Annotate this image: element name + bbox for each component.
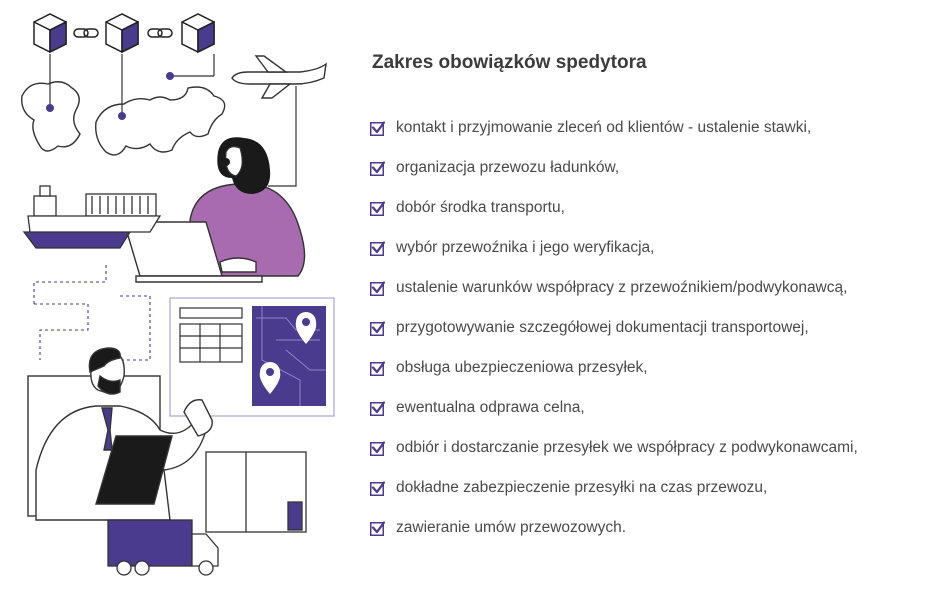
duty-list (370, 108, 930, 548)
package-box (206, 452, 306, 532)
list-item (370, 388, 930, 428)
check-box-icon (370, 201, 385, 216)
cube-icon (106, 14, 138, 52)
section-title: Zakres obowiązków spedytora (372, 52, 647, 73)
check-box-icon (370, 121, 385, 136)
truck-icon (108, 520, 218, 575)
list-item-text: odbiór i dostarczanie przesyłek we współpracy z podwykonawcami, (396, 439, 858, 456)
list-item-text: ewentualna odprawa celna, (396, 399, 585, 416)
list-item-text: ustalenie warunków współpracy z przewoźnikiem/podwykonawcą, (396, 279, 848, 296)
list-item (370, 508, 930, 548)
list-item (370, 308, 930, 348)
airplane-icon (232, 56, 326, 98)
list-item-text: wybór przewoźnika i jego weryfikacja, (396, 239, 655, 256)
list-item-text: dobór środka transportu, (396, 199, 565, 216)
list-item (370, 468, 930, 508)
list-item-text: obsługa ubezpieczeniowa przesyłek, (396, 359, 648, 376)
cube-icon (182, 14, 214, 52)
check-box-icon (370, 481, 385, 496)
list-item (370, 148, 930, 188)
check-box-icon (370, 441, 385, 456)
list-item-text: dokładne zabezpieczenie przesyłki na czas przewozu, (396, 479, 768, 496)
check-box-icon (370, 281, 385, 296)
check-box-icon (370, 521, 385, 536)
check-box-icon (370, 321, 385, 336)
list-item (370, 108, 930, 148)
list-item (370, 188, 930, 228)
check-box-icon (370, 361, 385, 376)
list-item-text: zawieranie umów przewozowych. (396, 519, 627, 536)
list-item-text: kontakt i przyjmowanie zleceń od klientów - ustalenie stawki, (396, 119, 812, 136)
check-box-icon (370, 161, 385, 176)
duties-section (370, 52, 930, 548)
list-item (370, 228, 930, 268)
list-item-text: organizacja przewozu ładunków, (396, 159, 620, 176)
map-card (252, 306, 326, 406)
list-item-text: przygotowywanie szczegółowej dokumentacji transportowej, (396, 319, 809, 336)
cube-icon (34, 14, 66, 52)
logistics-illustration (0, 0, 350, 595)
list-item (370, 428, 930, 468)
list-item (370, 268, 930, 308)
check-box-icon (370, 401, 385, 416)
list-item (370, 348, 930, 388)
check-box-icon (370, 241, 385, 256)
